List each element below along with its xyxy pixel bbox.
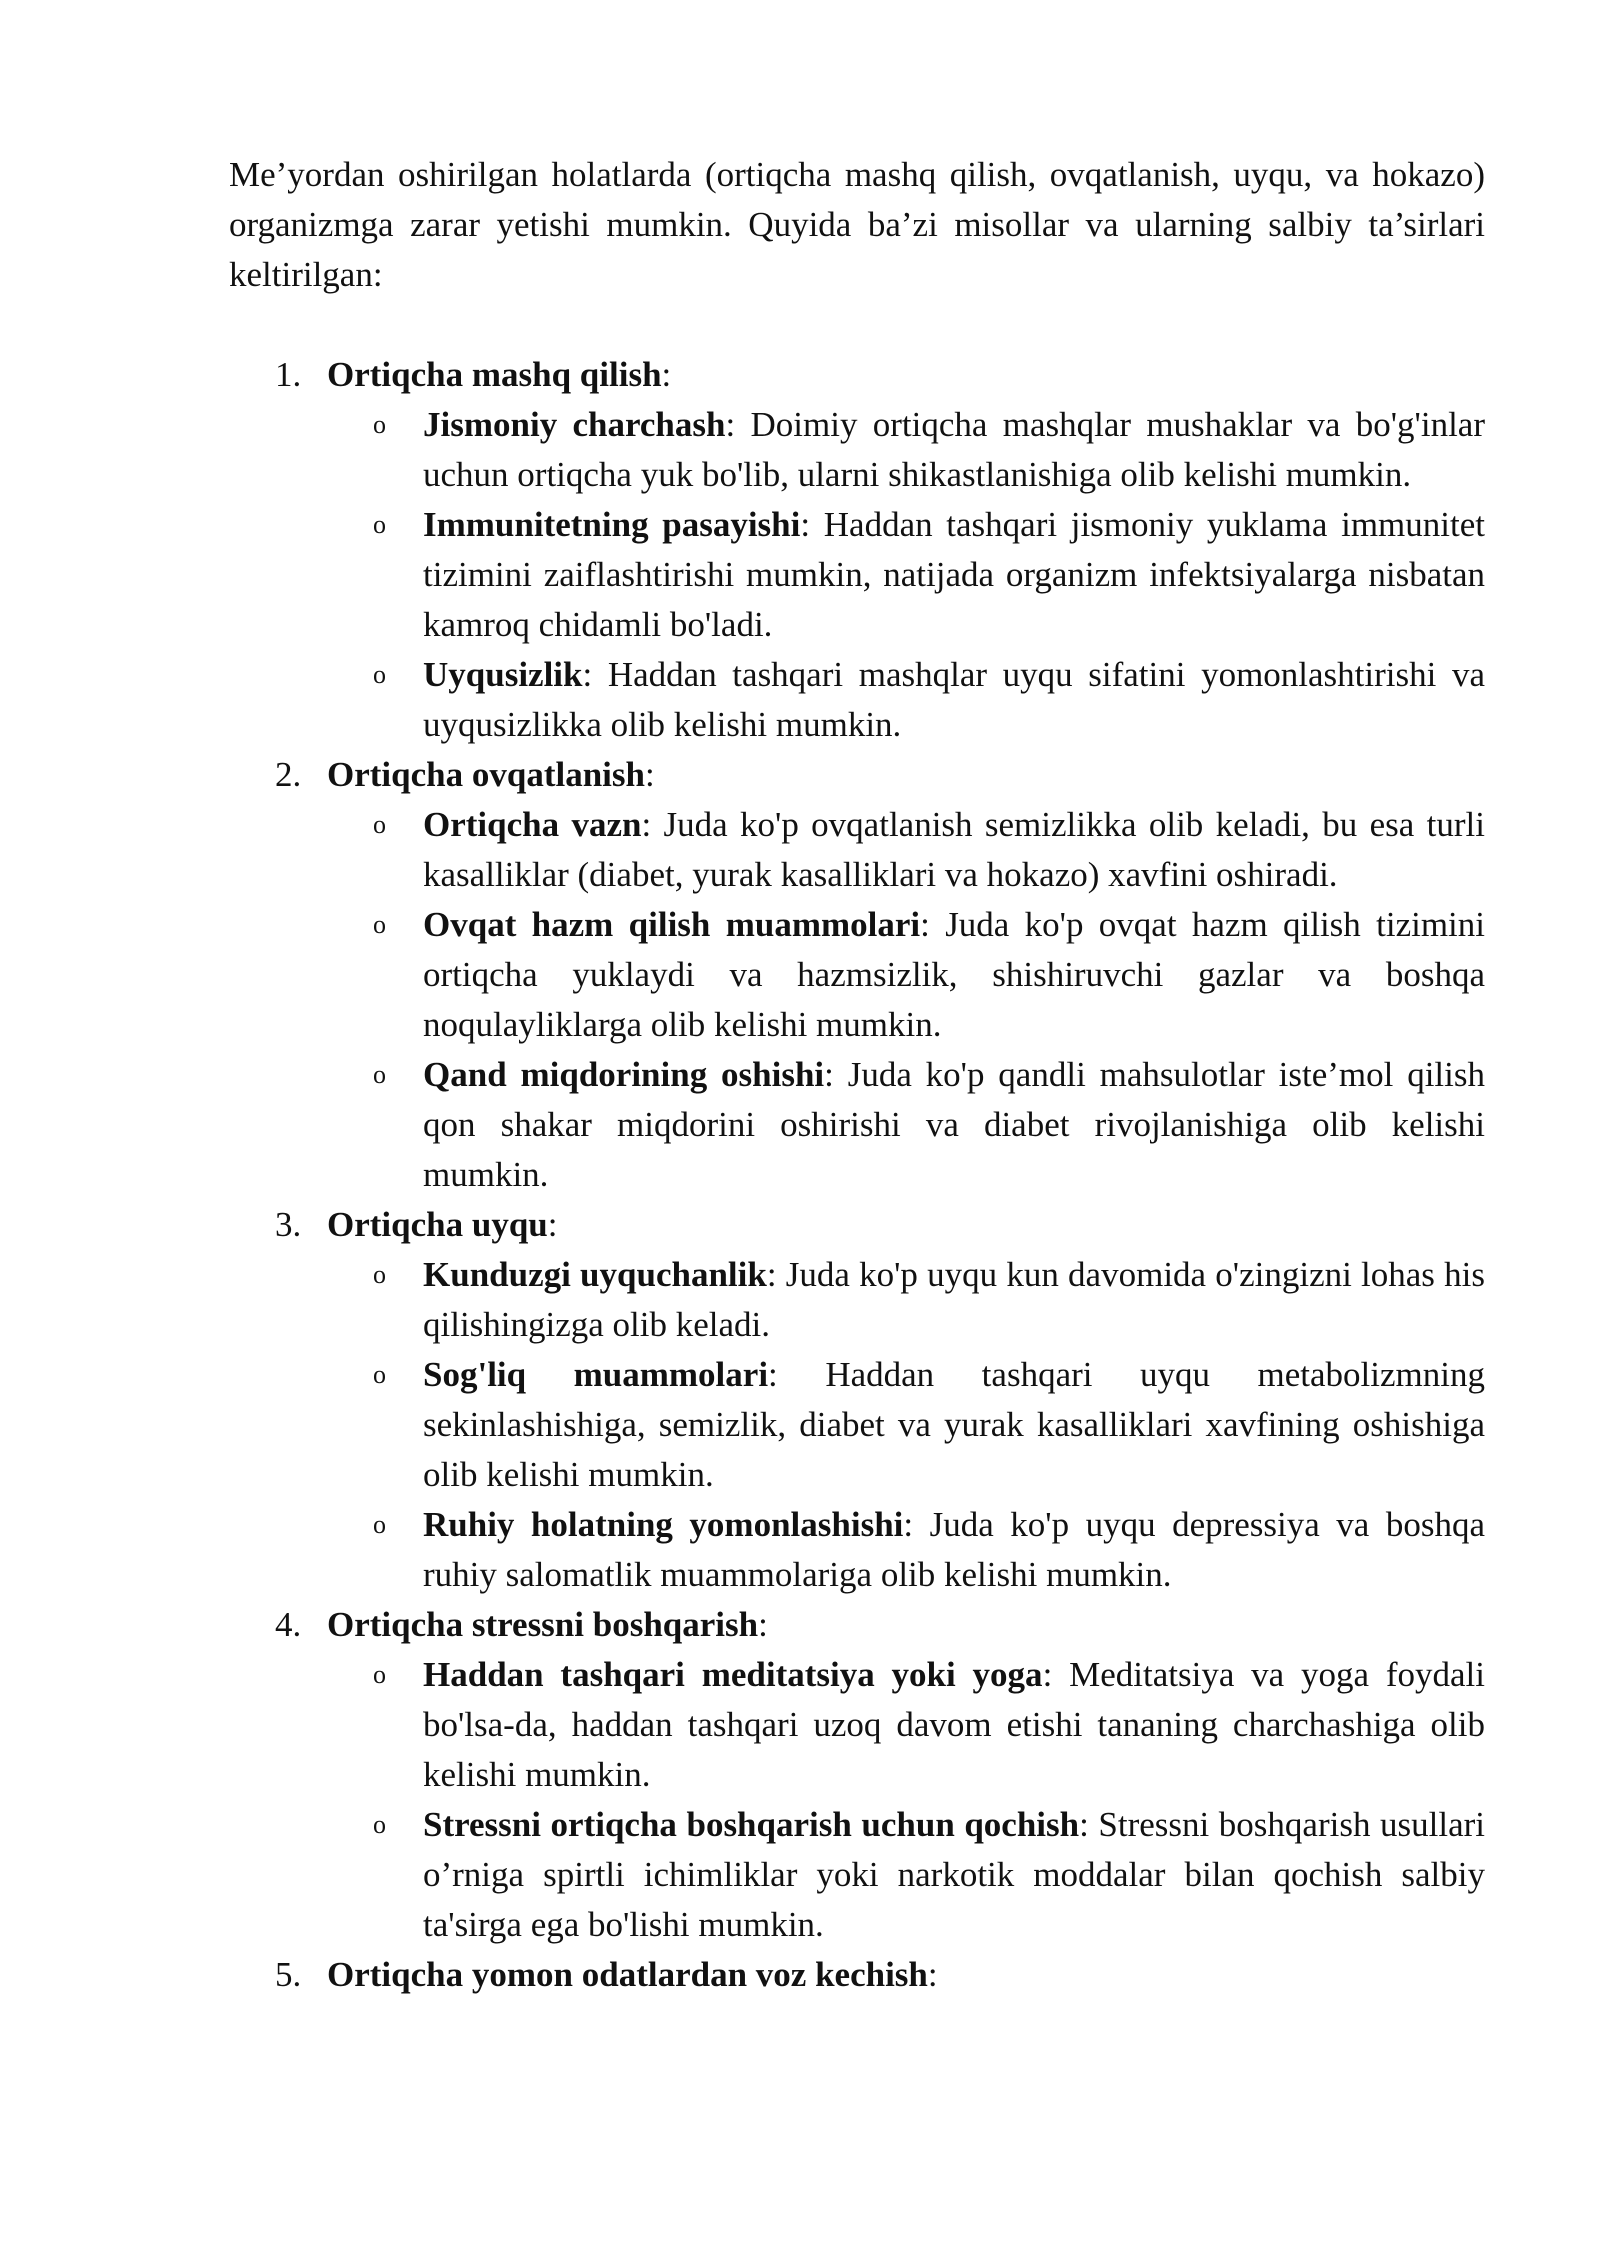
- subtopic-term: Ortiqcha vazn: [423, 805, 642, 844]
- topic-number: 2.: [275, 755, 302, 794]
- topic-title: Ortiqcha stressni boshqarish: [327, 1605, 759, 1644]
- circle-bullet-icon: o: [373, 1060, 386, 1089]
- intro-paragraph: Me’yordan oshirilgan holatlarda (ortiqcha mashq qilish, ovqatlanish, uyqu, va hokazo) organizmga zarar yetishi mumkin. Quyida ba’zi misollar va ularning salbiy ta’sirlari keltirilgan:: [229, 155, 1485, 294]
- subtopic-term: Qand miqdorining oshishi: [423, 1055, 825, 1094]
- subtopic-text: Juda ko'p qandli mahsulotlar iste’mol qilish qon shakar miqdorini oshirishi va diabet rivojlanishiga olib kelishi mumkin.: [423, 1055, 1486, 1194]
- subtopic-term: Jismoniy charchash: [423, 405, 726, 444]
- circle-bullet-icon: o: [373, 1360, 386, 1389]
- subtopic-list: [327, 1250, 1485, 1600]
- subtopic-text: Doimiy ortiqcha mashqlar mushaklar va bo'g'inlar uchun ortiqcha yuk bo'lib, ularni shikastlanishiga olib kelishi mumkin.: [423, 405, 1485, 494]
- topic-title: Ortiqcha yomon odatlardan voz kechish: [327, 1955, 928, 1994]
- subtopic-item: o Immunitetning pasayishi: Haddan tashqari jismoniy yuklama immunitet tizimini zaiflashtirishi mumkin, natijada organizm infektsiyalarga nisbatan kamroq chidamli bo'ladi.: [327, 500, 1485, 650]
- topic-item: 5. Ortiqcha yomon odatlardan voz kechish:: [229, 1950, 1485, 2000]
- document-page: [229, 150, 1485, 2000]
- subtopic-item: o Haddan tashqari meditatsiya yoki yoga: Meditatsiya va yoga foydali bo'lsa-da, haddan tashqari uzoq davom etishi tananing charchashiga olib kelishi mumkin.: [327, 1650, 1485, 1800]
- topic-list: [229, 350, 1485, 2000]
- subtopic-term: Ruhiy holatning yomonlashishi: [423, 1505, 904, 1544]
- subtopic-term: Kunduzgi uyquchanlik: [423, 1255, 767, 1294]
- topic-title: Ortiqcha mashq qilish: [327, 355, 662, 394]
- circle-bullet-icon: o: [373, 1660, 386, 1689]
- subtopic-term: Immunitetning pasayishi: [423, 505, 801, 544]
- subtopic-text: Juda ko'p ovqat hazm qilish tizimini ortiqcha yuklaydi va hazmsizlik, shishiruvchi gazlar va boshqa noqulayliklarga olib kelishi mumkin.: [423, 905, 1486, 1044]
- topic-item: 2. Ortiqcha ovqatlanish: o Ortiqcha vazn: Juda ko'p ovqatlanish semizlikka olib keladi, bu esa turli kasalliklar (diabet, yurak kasalliklari va hokazo) xavfini oshiradi. o Ovqat hazm qilish muammolari: Juda ko'p ovqat hazm qilish tizimini ortiqcha yuklaydi va hazmsizlik, shishiruvchi gazlar va boshqa noqulayliklarga olib kelishi mumkin. o Qand miqdorining oshishi: Juda ko'p qandli mahsulotlar iste’mol qilish qon shakar miqdorini oshirishi va diabet rivojlanishiga olib kelishi mumkin.: [229, 750, 1485, 1200]
- subtopic-text: Stressni boshqarish usullari o’rniga spirtli ichimliklar yoki narkotik moddalar bilan qochish salbiy ta'sirga ega bo'lishi mumkin.: [423, 1805, 1485, 1944]
- subtopic-list: [327, 400, 1485, 750]
- circle-bullet-icon: o: [373, 510, 386, 539]
- subtopic-text: Juda ko'p uyqu depressiya va boshqa ruhiy salomatlik muammolariga olib kelishi mumkin.: [423, 1505, 1485, 1594]
- topic-number: 4.: [275, 1605, 302, 1644]
- topic-title: Ortiqcha ovqatlanish: [327, 755, 645, 794]
- circle-bullet-icon: o: [373, 810, 386, 839]
- subtopic-item: o Sog'liq muammolari: Haddan tashqari uyqu metabolizmning sekinlashishiga, semizlik, diabet va yurak kasalliklari xavfining oshishiga olib kelishi mumkin.: [327, 1350, 1485, 1500]
- subtopic-item: o Qand miqdorining oshishi: Juda ko'p qandli mahsulotlar iste’mol qilish qon shakar miqdorini oshirishi va diabet rivojlanishiga olib kelishi mumkin.: [327, 1050, 1485, 1200]
- circle-bullet-icon: o: [373, 910, 386, 939]
- subtopic-item: o Kunduzgi uyquchanlik: Juda ko'p uyqu kun davomida o'zingizni lohas his qilishingizga olib keladi.: [327, 1250, 1485, 1350]
- subtopic-list: [327, 1650, 1485, 1950]
- circle-bullet-icon: o: [373, 410, 386, 439]
- subtopic-term: Stressni ortiqcha boshqarish uchun qochish: [423, 1805, 1080, 1844]
- subtopic-item: o Jismoniy charchash: Doimiy ortiqcha mashqlar mushaklar va bo'g'inlar uchun ortiqcha yuk bo'lib, ularni shikastlanishiga olib kelishi mumkin.: [327, 400, 1485, 500]
- topic-number: 3.: [275, 1205, 302, 1244]
- circle-bullet-icon: o: [373, 1810, 386, 1839]
- circle-bullet-icon: o: [373, 1260, 386, 1289]
- topic-number: 1.: [275, 355, 302, 394]
- circle-bullet-icon: o: [373, 1510, 386, 1539]
- subtopic-term: Sog'liq muammolari: [423, 1355, 769, 1394]
- topic-item: 1. Ortiqcha mashq qilish: o Jismoniy charchash: Doimiy ortiqcha mashqlar mushaklar va bo'g'inlar uchun ortiqcha yuk bo'lib, ularni shikastlanishiga olib kelishi mumkin. o Immunitetning pasayishi: Haddan tashqari jismoniy yuklama immunitet tizimini zaiflashtirishi mumkin, natijada organizm infektsiyalarga nisbatan kamroq chidamli bo'ladi. o Uyqusizlik: Haddan tashqari mashqlar uyqu sifatini yomonlashtirishi va uyqusizlikka olib kelishi mumkin.: [229, 350, 1485, 750]
- subtopic-list: [327, 800, 1485, 1200]
- subtopic-term: Haddan tashqari meditatsiya yoki yoga: [423, 1655, 1043, 1694]
- subtopic-text: Haddan tashqari uyqu metabolizmning sekinlashishiga, semizlik, diabet va yurak kasalliklari xavfining oshishiga olib kelishi mumkin.: [423, 1355, 1485, 1494]
- subtopic-term: Ovqat hazm qilish muammolari: [423, 905, 921, 944]
- subtopic-text: Haddan tashqari jismoniy yuklama immunitet tizimini zaiflashtirishi mumkin, natijada organizm infektsiyalarga nisbatan kamroq chidamli bo'ladi.: [423, 505, 1485, 644]
- subtopic-text: Meditatsiya va yoga foydali bo'lsa-da, haddan tashqari uzoq davom etishi tananing charchashiga olib kelishi mumkin.: [423, 1655, 1485, 1794]
- subtopic-text: Juda ko'p ovqatlanish semizlikka olib keladi, bu esa turli kasalliklar (diabet, yurak kasalliklari va hokazo) xavfini oshiradi.: [423, 805, 1485, 894]
- topic-number: 5.: [275, 1955, 302, 1994]
- subtopic-text: Haddan tashqari mashqlar uyqu sifatini yomonlashtirishi va uyqusizlikka olib kelishi mumkin.: [423, 655, 1485, 744]
- subtopic-item: o Uyqusizlik: Haddan tashqari mashqlar uyqu sifatini yomonlashtirishi va uyqusizlikka olib kelishi mumkin.: [327, 650, 1485, 750]
- circle-bullet-icon: o: [373, 660, 386, 689]
- subtopic-item: o Ortiqcha vazn: Juda ko'p ovqatlanish semizlikka olib keladi, bu esa turli kasalliklar (diabet, yurak kasalliklari va hokazo) xavfini oshiradi.: [327, 800, 1485, 900]
- subtopic-text: Juda ko'p uyqu kun davomida o'zingizni lohas his qilishingizga olib keladi.: [423, 1255, 1485, 1344]
- topic-title: Ortiqcha uyqu: [327, 1205, 548, 1244]
- subtopic-item: o Ovqat hazm qilish muammolari: Juda ko'p ovqat hazm qilish tizimini ortiqcha yuklaydi va hazmsizlik, shishiruvchi gazlar va boshqa noqulayliklarga olib kelishi mumkin.: [327, 900, 1485, 1050]
- topic-item: 4. Ortiqcha stressni boshqarish: o Haddan tashqari meditatsiya yoki yoga: Meditatsiya va yoga foydali bo'lsa-da, haddan tashqari uzoq davom etishi tananing charchashiga olib kelishi mumkin. o Stressni ortiqcha boshqarish uchun qochish: Stressni boshqarish usullari o’rniga spirtli ichimliklar yoki narkotik moddalar bilan qochish salbiy ta'sirga ega bo'lishi mumkin.: [229, 1600, 1485, 1950]
- subtopic-term: Uyqusizlik: [423, 655, 583, 694]
- subtopic-item: o Ruhiy holatning yomonlashishi: Juda ko'p uyqu depressiya va boshqa ruhiy salomatlik muammolariga olib kelishi mumkin.: [327, 1500, 1485, 1600]
- topic-item: 3. Ortiqcha uyqu: o Kunduzgi uyquchanlik: Juda ko'p uyqu kun davomida o'zingizni lohas his qilishingizga olib keladi. o Sog'liq muammolari: Haddan tashqari uyqu metabolizmning sekinlashishiga, semizlik, diabet va yurak kasalliklari xavfining oshishiga olib kelishi mumkin. o Ruhiy holatning yomonlashishi: Juda ko'p uyqu depressiya va boshqa ruhiy salomatlik muammolariga olib kelishi mumkin.: [229, 1200, 1485, 1600]
- subtopic-item: o Stressni ortiqcha boshqarish uchun qochish: Stressni boshqarish usullari o’rniga spirtli ichimliklar yoki narkotik moddalar bilan qochish salbiy ta'sirga ega bo'lishi mumkin.: [327, 1800, 1485, 1950]
